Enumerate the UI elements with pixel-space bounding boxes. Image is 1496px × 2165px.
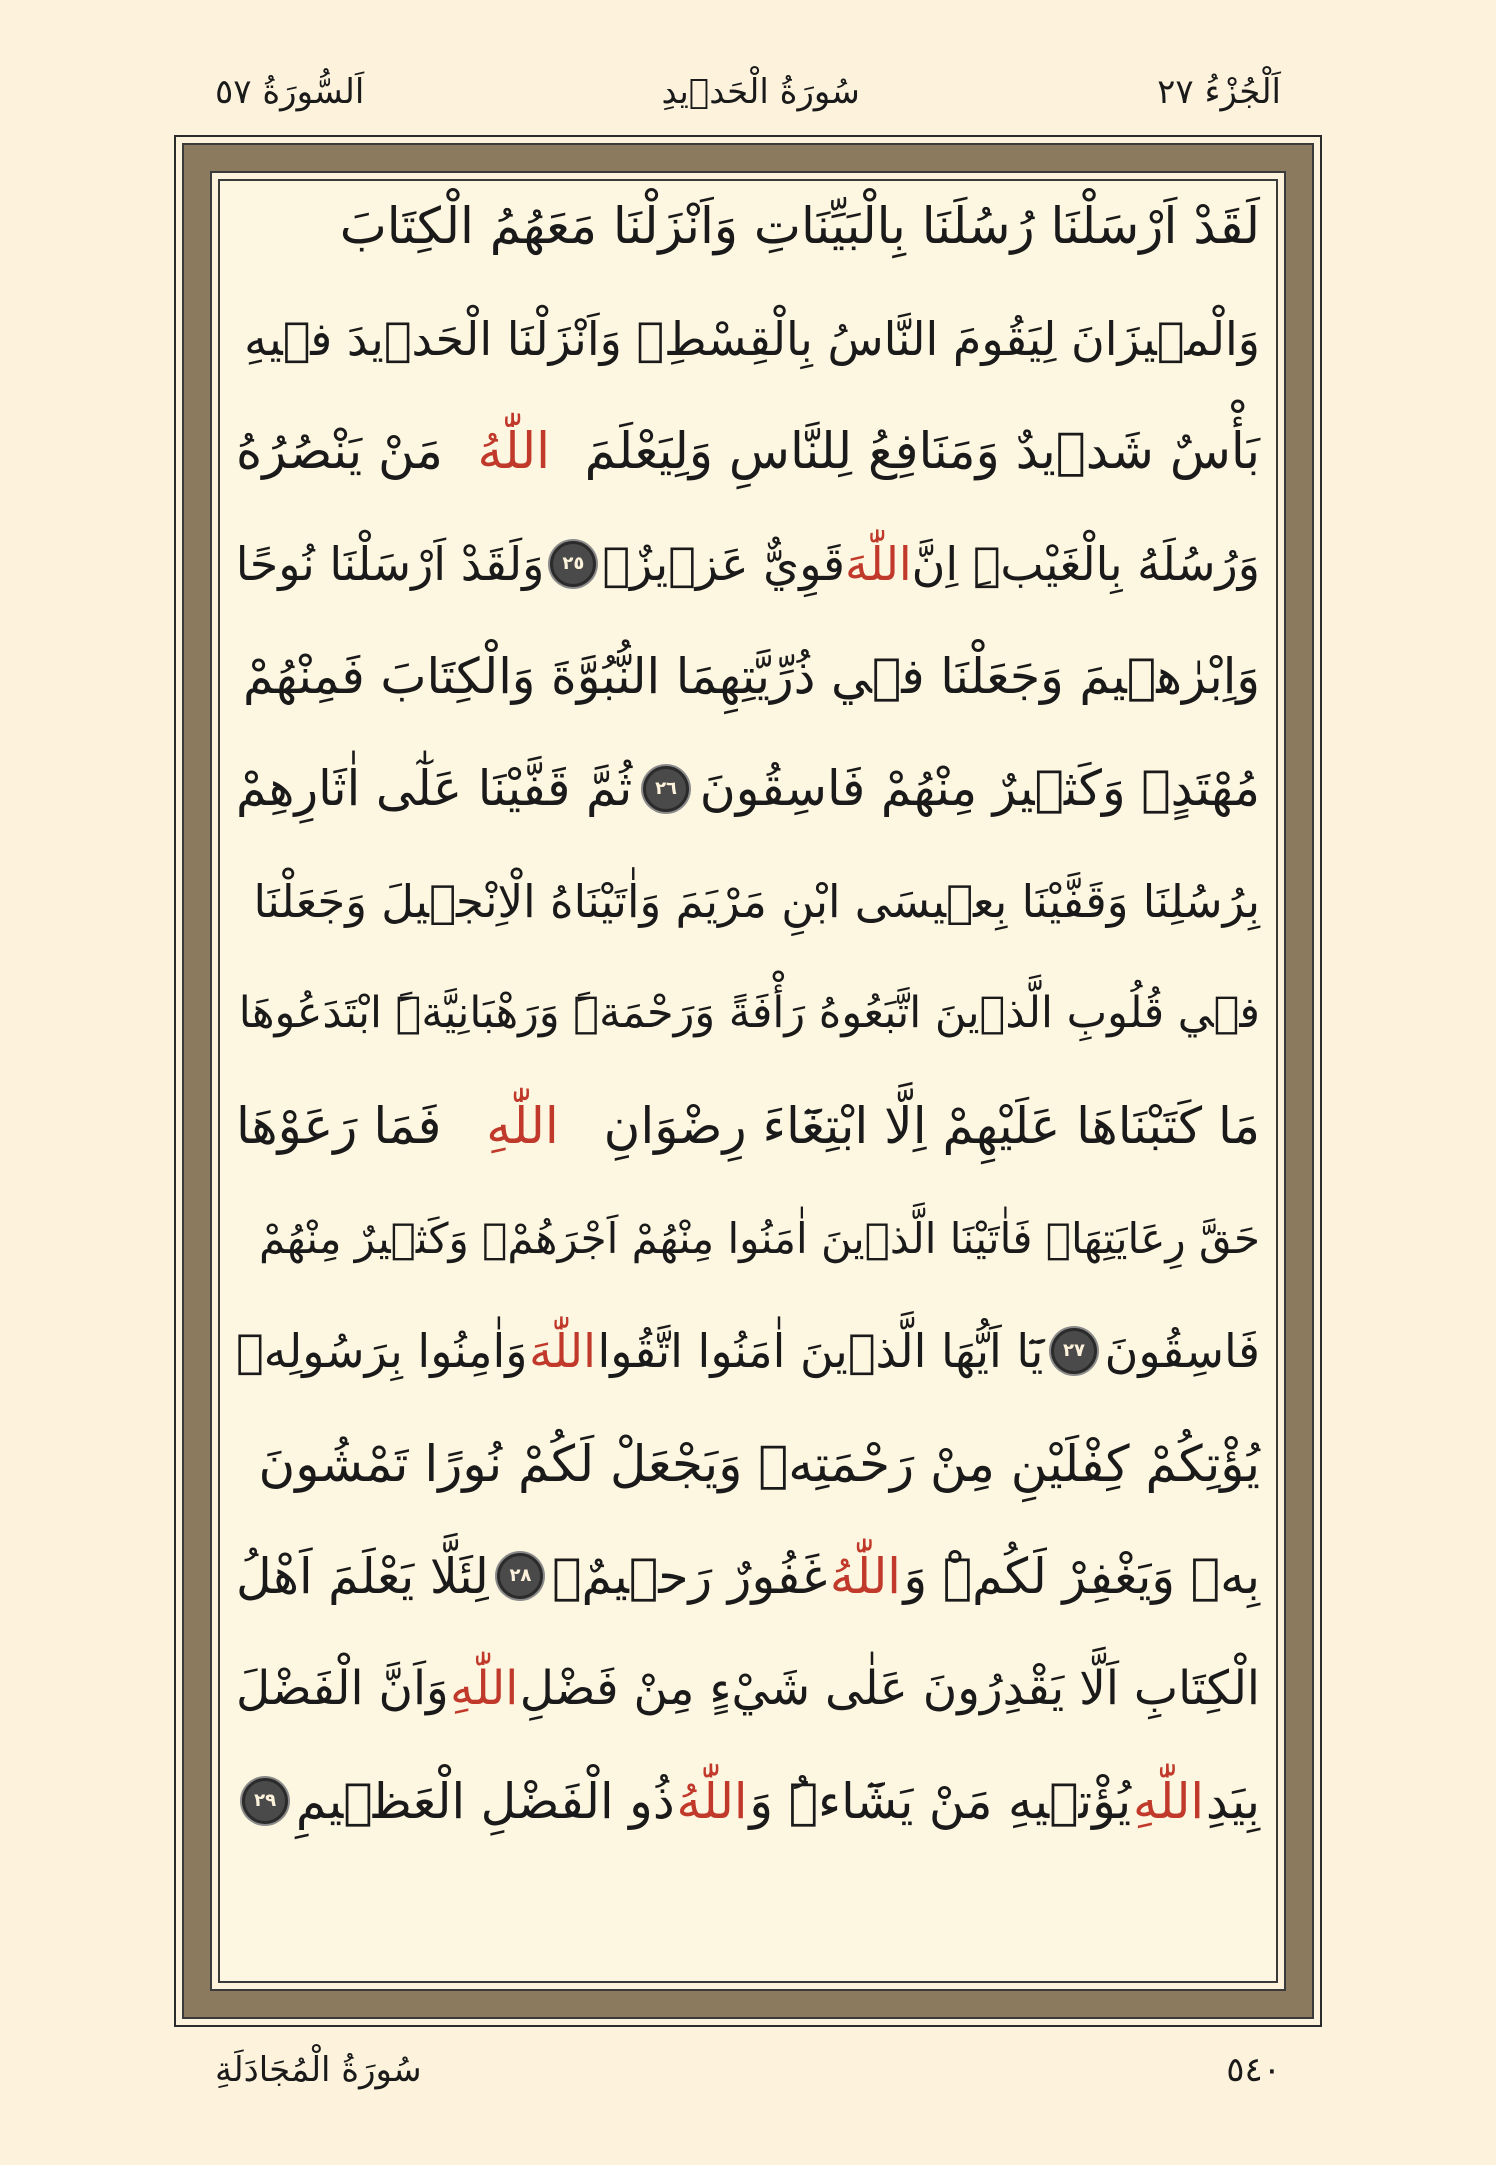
verse-text: مُهْتَدٍۚ وَكَث۪يرٌ مِنْهُمْ فَاسِقُونَ <box>699 760 1260 818</box>
verse-text: وَاِبْرٰه۪يمَ وَجَعَلْنَا ف۪ي ذُرِّيَّتِهِمَا النُّبُوَّةَ وَالْكِتَابَ فَمِنْهُمْ <box>243 647 1260 705</box>
text-line <box>236 733 1260 846</box>
divine-name: اللّٰهِ <box>486 1097 559 1156</box>
verse-text: يَٓا اَيُّهَا الَّذ۪ينَ اٰمَنُوا اتَّقُوا <box>597 1324 1044 1379</box>
page-number: ٥٤٠ <box>1226 2050 1281 2090</box>
verse-text: بِه۪ وَيَغْفِرْ لَكُمْۜ وَ <box>903 1547 1260 1605</box>
ayah-number-marker: ٢٧ <box>1051 1328 1097 1374</box>
text-line <box>236 1633 1260 1746</box>
divine-name: اللّٰهُ <box>829 1547 901 1605</box>
text-line <box>236 170 1260 283</box>
verse-text: حَقَّ رِعَايَتِهَاۚ فَاٰتَيْنَا الَّذ۪ينَ اٰمَنُوا مِنْهُمْ اَجْرَهُمْۚ وَكَث۪يرٌ مِنْهُمْ <box>258 1213 1260 1263</box>
text-line <box>236 1520 1260 1633</box>
verse-text: بِرُسُلِنَا وَقَفَّيْنَا بِع۪يسَى ابْنِ مَرْيَمَ وَاٰتَيْنَاهُ الْاِنْج۪يلَ وَجَعَلْنَا <box>253 874 1260 928</box>
ayah-number-marker: ٢٥ <box>550 541 596 587</box>
verse-text: ف۪ي قُلُوبِ الَّذ۪ينَ اتَّبَعُوهُ رَأْفَةً وَرَحْمَةًۜ وَرَهْبَانِيَّةًۨ ابْتَدَعُوهَا <box>238 988 1260 1039</box>
verse-text: مَا كَتَبْنَاهَا عَلَيْهِمْ اِلَّا ابْتِغَٓاءَ رِضْوَانِ <box>603 1097 1260 1156</box>
verse-text: لَقَدْ اَرْسَلْنَا رُسُلَنَا بِالْبَيِّنَاتِ وَاَنْزَلْنَا مَعَهُمُ الْكِتَابَ <box>339 197 1260 256</box>
verse-text: يُؤْتِكُمْ كِفْلَيْنِ مِنْ رَحْمَتِه۪ وَيَجْعَلْ لَكُمْ نُورًا تَمْشُونَ <box>258 1434 1260 1493</box>
next-surah-catchword: سُورَةُ الْمُجَادَلَةِ <box>215 2050 422 2090</box>
text-line <box>236 845 1260 958</box>
verse-text: ثُمَّ قَفَّيْنَا عَلٰٓى اٰثَارِهِمْ <box>236 760 633 818</box>
text-line <box>236 620 1260 733</box>
surah-number-label: اَلسُّورَةُ ٥٧ <box>215 72 365 112</box>
divine-name: اللّٰهِ <box>450 1661 519 1717</box>
page-header <box>215 62 1281 122</box>
verse-text-block <box>236 170 1260 1970</box>
verse-text: وَالْم۪يزَانَ لِيَقُومَ النَّاسُ بِالْقِسْطِۚ وَاَنْزَلْنَا الْحَد۪يدَ ف۪يهِ <box>244 311 1260 366</box>
ayah-number-marker: ٢٨ <box>497 1553 543 1599</box>
verse-text: وَاَنَّ الْفَضْلَ <box>236 1661 449 1717</box>
verse-text: بَأْسٌ شَد۪يدٌ وَمَنَافِعُ لِلنَّاسِ وَلِيَعْلَمَ <box>584 422 1260 481</box>
divine-name: اللّٰهُ <box>676 1772 748 1830</box>
divine-name: اللّٰهَ <box>529 1324 596 1379</box>
text-line <box>236 1183 1260 1296</box>
ayah-number-marker: ٢٩ <box>242 1778 288 1824</box>
text-line <box>236 1070 1260 1183</box>
surah-title: سُورَةُ الْحَد۪يدِ <box>661 72 860 112</box>
verse-text: الْكِتَابِ اَلَّا يَقْدِرُونَ عَلٰى شَيْءٍ مِنْ فَضْلِ <box>519 1661 1260 1717</box>
text-line <box>236 1408 1260 1521</box>
verse-text: يُؤْت۪يهِ مَنْ يَشَٓاءُۜ وَ <box>749 1772 1132 1830</box>
text-line <box>236 508 1260 621</box>
text-line <box>236 1295 1260 1408</box>
verse-text: فَاسِقُونَ <box>1104 1324 1260 1379</box>
verse-text: وَاٰمِنُوا بِرَسُولِه۪ <box>236 1324 528 1379</box>
verse-text: قَوِيٌّ عَز۪يزٌ۟ <box>602 536 845 591</box>
juz-label: اَلْجُزْءُ ٢٧ <box>1157 72 1281 112</box>
text-line <box>236 1745 1260 1858</box>
divine-name: اللّٰهُ <box>477 422 550 481</box>
verse-text: بِيَدِ <box>1205 1772 1260 1830</box>
verse-text: غَفُورٌ رَح۪يمٌۙ <box>552 1547 828 1605</box>
verse-text: لِئَلَّا يَعْلَمَ اَهْلُ <box>236 1547 489 1605</box>
text-line <box>236 958 1260 1071</box>
verse-text: وَرُسُلَهُ بِالْغَيْبِۜ اِنَّ <box>911 536 1260 591</box>
verse-text: فَمَا رَعَوْهَا <box>236 1097 442 1156</box>
verse-text: وَلَقَدْ اَرْسَلْنَا نُوحًا <box>235 536 545 591</box>
divine-name: اللّٰهِ <box>1132 1772 1204 1830</box>
ayah-number-marker: ٢٦ <box>643 766 689 812</box>
text-line <box>236 283 1260 396</box>
divine-name: اللّٰهَ <box>844 536 912 591</box>
verse-text: مَنْ يَنْصُرُهُ <box>236 422 443 481</box>
verse-text: ذُو الْفَضْلِ الْعَظ۪يمِ <box>295 1772 675 1830</box>
page-footer <box>215 2035 1281 2105</box>
text-line <box>236 395 1260 508</box>
